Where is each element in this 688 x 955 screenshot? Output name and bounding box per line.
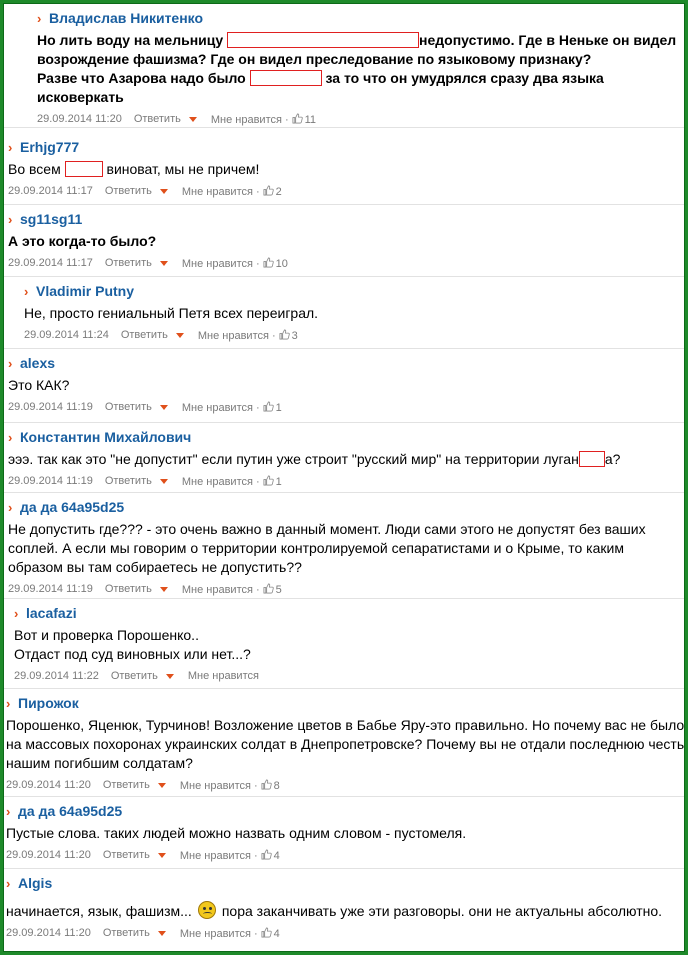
text-line: соплей. А если мы говорим о территории контролируемой сепаратистами и о Крыме, то каким bbox=[8, 540, 624, 556]
like-label: Мне нравится bbox=[197, 329, 269, 342]
arrow-right-icon: › bbox=[8, 355, 13, 371]
thumbs-up-icon bbox=[263, 185, 274, 196]
author-name-link[interactable]: lacafazi bbox=[26, 605, 77, 621]
author-name-link[interactable]: Erhjg777 bbox=[20, 139, 80, 155]
separator: · bbox=[253, 927, 258, 940]
like-button[interactable] bbox=[182, 583, 282, 596]
comment-date: 29.09.2014 11:19 bbox=[8, 475, 93, 487]
comment-author[interactable] bbox=[8, 137, 685, 157]
text-line: образом вы там собираетесь не допустить?? bbox=[8, 559, 302, 575]
arrow-right-icon: › bbox=[24, 283, 29, 299]
caret-down-icon bbox=[158, 853, 166, 858]
like-button[interactable] bbox=[198, 329, 298, 342]
comment-meta bbox=[6, 777, 685, 793]
text-line: на массовых похоронах украинских солдат в Днепропетровске? Почему вы не отдали последнюю честь bbox=[6, 736, 685, 752]
like-label: Мне нравится bbox=[187, 670, 259, 682]
comment-date: 29.09.2014 11:22 bbox=[14, 670, 99, 682]
like-count: 8 bbox=[273, 779, 280, 792]
comment-text bbox=[6, 716, 685, 773]
author-name-link[interactable]: да да 64a95d25 bbox=[18, 803, 123, 819]
separator: · bbox=[253, 779, 258, 792]
reply-button[interactable] bbox=[103, 927, 166, 939]
caret-down-icon bbox=[189, 117, 197, 122]
text-line: а? bbox=[604, 451, 621, 467]
reply-label: Ответить bbox=[102, 849, 150, 861]
comment-author[interactable] bbox=[8, 427, 685, 447]
like-count: 1 bbox=[275, 401, 282, 414]
thumbs-up-icon bbox=[263, 257, 274, 268]
arrow-right-icon: › bbox=[8, 499, 13, 515]
comment-meta bbox=[14, 668, 685, 684]
reply-label: Ответить bbox=[104, 257, 152, 269]
reply-label: Ответить bbox=[104, 401, 152, 413]
comment-text bbox=[14, 626, 685, 664]
thumbs-up-icon bbox=[292, 113, 303, 124]
text-line: виноват, мы не причем! bbox=[106, 161, 260, 177]
author-name-link[interactable]: Константин Михайлович bbox=[20, 429, 192, 445]
thumbs-up-icon bbox=[279, 329, 290, 340]
comment-meta bbox=[8, 183, 685, 199]
comment-meta bbox=[8, 399, 685, 415]
reply-button[interactable] bbox=[105, 401, 168, 413]
like-button[interactable] bbox=[182, 185, 282, 198]
author-name-link[interactable]: Владислав Никитенко bbox=[49, 10, 204, 26]
author-name-link[interactable]: Vladimir Putny bbox=[36, 283, 135, 299]
comment-date: 29.09.2014 11:19 bbox=[8, 583, 93, 595]
comment-item bbox=[4, 349, 685, 423]
comment-date: 29.09.2014 11:17 bbox=[8, 185, 93, 197]
separator: · bbox=[255, 185, 260, 198]
reply-label: Ответить bbox=[133, 113, 181, 125]
like-button[interactable] bbox=[182, 257, 288, 270]
reply-label: Ответить bbox=[110, 670, 158, 682]
text-line: начинается, язык, фашизм... bbox=[6, 903, 192, 919]
reply-label: Ответить bbox=[102, 927, 150, 939]
caret-down-icon bbox=[160, 479, 168, 484]
comment-item bbox=[4, 689, 685, 797]
comment-text bbox=[37, 31, 685, 107]
comment-author[interactable] bbox=[8, 497, 685, 517]
text-line: возрождение фашизма? Где он видел преследование по языковому признаку? bbox=[37, 51, 592, 67]
text-line: пора заканчивать уже эти разговоры. они не актуальны абсолютно. bbox=[221, 903, 663, 919]
author-name-link[interactable]: Пирожок bbox=[18, 695, 79, 711]
text-line: Не допустить где??? - это очень важно в данный момент. Люди сами этого не допустят без ваших bbox=[8, 521, 646, 537]
thumbs-up-icon bbox=[261, 779, 272, 790]
comment-item bbox=[4, 205, 685, 277]
like-label: Мне нравится bbox=[181, 257, 253, 270]
like-label: Мне нравится bbox=[179, 779, 251, 792]
caret-down-icon bbox=[160, 189, 168, 194]
separator: · bbox=[271, 329, 276, 342]
comment-author[interactable] bbox=[6, 693, 685, 713]
comment-author[interactable] bbox=[6, 801, 685, 821]
text-line: нашим погибшим солдатам? bbox=[6, 755, 193, 771]
reply-button[interactable] bbox=[111, 670, 174, 682]
separator: · bbox=[253, 849, 258, 862]
like-label: Мне нравится bbox=[179, 927, 251, 940]
caret-down-icon bbox=[176, 333, 184, 338]
like-count: 5 bbox=[275, 583, 282, 596]
reply-button[interactable] bbox=[105, 257, 168, 269]
arrow-right-icon: › bbox=[8, 429, 13, 445]
comment-date: 29.09.2014 11:24 bbox=[24, 329, 109, 341]
like-button[interactable] bbox=[182, 401, 282, 414]
text-line: Порошенко, Яценюк, Турчинов! Возложение цветов в Бабье Яру-это правильно. Но почему вас не было bbox=[6, 717, 685, 733]
text-line: недопустимо. Где в Неньке он видел bbox=[419, 32, 677, 48]
reply-label: Ответить bbox=[120, 329, 168, 341]
comment-item bbox=[4, 797, 685, 869]
comment-date: 29.09.2014 11:20 bbox=[6, 779, 91, 791]
text-line: Вот и проверка Порошенко.. bbox=[14, 627, 199, 643]
like-label: Мне нравится bbox=[181, 475, 253, 488]
comment-text: Пустые слова. таких людей можно назвать одним словом - пустомеля. bbox=[6, 825, 467, 841]
comment-item bbox=[4, 869, 685, 952]
comment-text bbox=[6, 901, 685, 921]
thumbs-up-icon bbox=[261, 849, 272, 860]
text-line: эээ. так как это "не допустит" если путин уже строит "русский мир" на территории луган bbox=[8, 451, 579, 467]
redacted-box bbox=[250, 70, 322, 86]
comment-author[interactable] bbox=[24, 281, 685, 301]
arrow-right-icon: › bbox=[6, 875, 11, 891]
reply-label: Ответить bbox=[104, 185, 152, 197]
separator: · bbox=[255, 583, 260, 596]
redacted-box bbox=[227, 32, 419, 48]
like-button[interactable] bbox=[180, 779, 280, 792]
like-button[interactable] bbox=[182, 475, 282, 488]
smiley-icon bbox=[198, 901, 216, 919]
comment-date: 29.09.2014 11:20 bbox=[6, 849, 91, 861]
arrow-right-icon: › bbox=[14, 605, 19, 621]
author-name-link[interactable]: да да 64a95d25 bbox=[20, 499, 125, 515]
comment-meta bbox=[6, 925, 685, 941]
comment-author[interactable] bbox=[8, 353, 685, 373]
comment-text bbox=[8, 520, 685, 577]
like-button[interactable] bbox=[211, 113, 316, 126]
thumbs-up-icon bbox=[263, 475, 274, 486]
comment-text: Не, просто гениальный Петя всех переиграл. bbox=[24, 305, 319, 321]
comment-meta bbox=[37, 111, 685, 127]
like-label: Мне нравится bbox=[210, 113, 282, 126]
comment-meta bbox=[8, 255, 685, 271]
reply-button[interactable] bbox=[105, 583, 168, 595]
like-count: 2 bbox=[275, 185, 282, 198]
comment-date: 29.09.2014 11:17 bbox=[8, 257, 93, 269]
thumbs-up-icon bbox=[261, 927, 272, 938]
reply-button[interactable] bbox=[103, 779, 166, 791]
comment-author[interactable] bbox=[6, 873, 685, 893]
like-label: Мне нравится bbox=[181, 583, 253, 596]
thumbs-up-icon bbox=[263, 401, 274, 412]
redacted-box bbox=[65, 161, 103, 177]
comment-item bbox=[4, 493, 685, 599]
like-label: Мне нравится bbox=[181, 401, 253, 414]
reply-button[interactable] bbox=[105, 185, 168, 197]
comment-item bbox=[4, 4, 685, 128]
comment-text bbox=[8, 450, 685, 469]
author-name-link[interactable]: sg11sg11 bbox=[20, 211, 83, 227]
reply-label: Ответить bbox=[104, 475, 152, 487]
text-line: за то что он умудрялся сразу два языка bbox=[325, 70, 604, 86]
caret-down-icon bbox=[160, 587, 168, 592]
reply-button[interactable] bbox=[103, 849, 166, 861]
comment-date: 29.09.2014 11:20 bbox=[37, 113, 122, 125]
arrow-right-icon: › bbox=[8, 139, 13, 155]
text-line: исковеркать bbox=[37, 89, 124, 105]
arrow-right-icon: › bbox=[6, 695, 11, 711]
arrow-right-icon: › bbox=[6, 803, 11, 819]
like-count: 4 bbox=[273, 849, 280, 862]
comment-meta bbox=[24, 327, 685, 343]
text-line: Но лить воду на мельницу bbox=[37, 32, 224, 48]
separator: · bbox=[255, 401, 260, 414]
text-line: Отдаст под суд виновных или нет...? bbox=[14, 646, 251, 662]
comment-item bbox=[4, 277, 685, 349]
reply-button[interactable] bbox=[105, 475, 168, 487]
like-button[interactable] bbox=[180, 927, 280, 940]
reply-label: Ответить bbox=[102, 779, 150, 791]
caret-down-icon bbox=[166, 674, 174, 679]
caret-down-icon bbox=[158, 931, 166, 936]
separator: · bbox=[255, 257, 260, 270]
comments-panel bbox=[3, 3, 685, 952]
redacted-box bbox=[579, 451, 605, 467]
comment-text: Это КАК? bbox=[8, 377, 70, 393]
like-button[interactable] bbox=[188, 670, 259, 682]
like-label: Мне нравится bbox=[181, 185, 253, 198]
comment-author[interactable] bbox=[37, 8, 685, 28]
comment-text bbox=[8, 160, 685, 179]
comment-meta bbox=[8, 581, 685, 597]
comment-meta bbox=[6, 847, 685, 863]
reply-label: Ответить bbox=[104, 583, 152, 595]
caret-down-icon bbox=[160, 405, 168, 410]
comment-author[interactable] bbox=[14, 603, 685, 623]
comment-author[interactable] bbox=[8, 209, 685, 229]
like-label: Мне нравится bbox=[179, 849, 251, 862]
text-line: Во всем bbox=[8, 161, 61, 177]
caret-down-icon bbox=[160, 261, 168, 266]
comment-text: А это когда-то было? bbox=[8, 233, 157, 249]
like-count: 11 bbox=[304, 113, 317, 126]
comment-date: 29.09.2014 11:19 bbox=[8, 401, 93, 413]
author-name-link[interactable]: alexs bbox=[20, 355, 56, 371]
comment-item bbox=[4, 423, 685, 493]
separator: · bbox=[284, 113, 289, 126]
reply-button[interactable] bbox=[121, 329, 184, 341]
arrow-right-icon: › bbox=[37, 10, 42, 26]
like-count: 10 bbox=[275, 257, 288, 270]
comment-meta bbox=[8, 473, 685, 489]
like-count: 4 bbox=[273, 927, 280, 940]
caret-down-icon bbox=[158, 783, 166, 788]
comment-date: 29.09.2014 11:20 bbox=[6, 927, 91, 939]
arrow-right-icon: › bbox=[8, 211, 13, 227]
author-name-link[interactable]: Algis bbox=[18, 875, 53, 891]
like-count: 3 bbox=[291, 329, 298, 342]
separator: · bbox=[255, 475, 260, 488]
like-count: 1 bbox=[275, 475, 282, 488]
comment-item bbox=[4, 599, 685, 689]
like-button[interactable] bbox=[180, 849, 280, 862]
reply-button[interactable] bbox=[134, 113, 197, 125]
comment-item bbox=[4, 133, 685, 205]
thumbs-up-icon bbox=[263, 583, 274, 594]
text-line: Разве что Азарова надо было bbox=[37, 70, 246, 86]
